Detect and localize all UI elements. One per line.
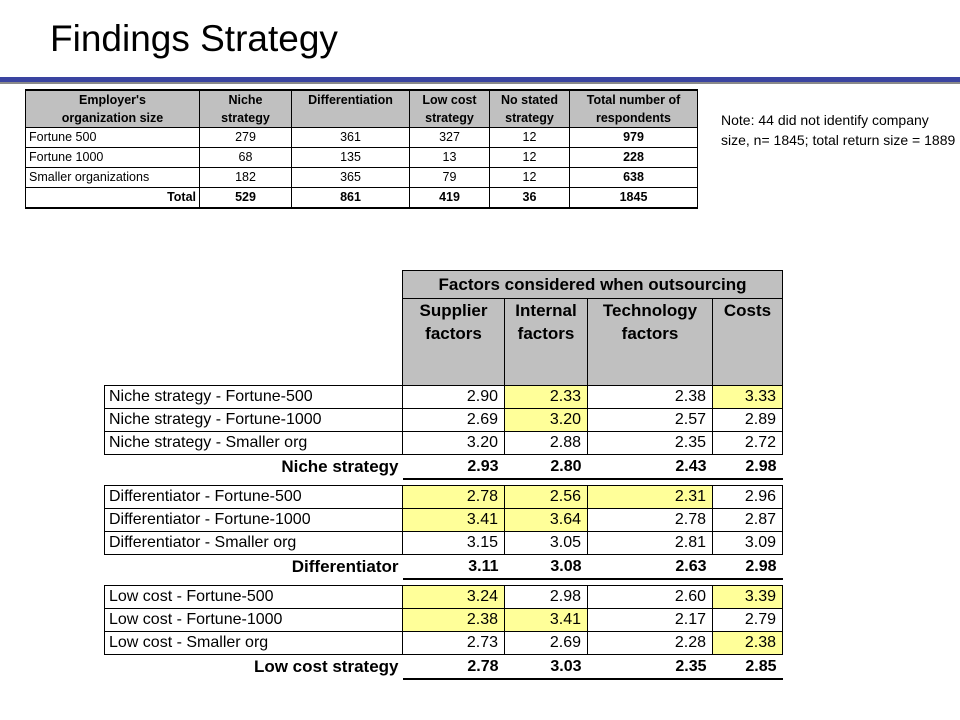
cell: 12 [490, 168, 570, 188]
col-header-costs-2 [713, 322, 783, 345]
summary-cell: 3.08 [505, 555, 588, 580]
cell: 3.20 [505, 409, 588, 432]
col-header-total: Total number of [570, 90, 698, 109]
header-row [26, 109, 698, 128]
cell: 2.60 [588, 586, 713, 609]
cell: 979 [570, 128, 698, 148]
col-header-niche: Niche [200, 90, 292, 109]
cell: 3.41 [505, 609, 588, 632]
col-header-total-2: respondents [570, 109, 698, 128]
summary-row [105, 655, 783, 680]
table-row [105, 632, 783, 655]
cell: 2.72 [713, 432, 783, 455]
summary-cell: 2.78 [403, 655, 505, 680]
cell: 12 [490, 148, 570, 168]
row-label: Differentiator - Fortune-1000 [105, 509, 403, 532]
cell: 79 [410, 168, 490, 188]
header-row [26, 90, 698, 109]
note-text: Note: 44 did not identify company size, n= 1845; total return size = 1889 [721, 112, 956, 148]
cell: 2.28 [588, 632, 713, 655]
row-label: Low cost - Smaller org [105, 632, 403, 655]
total-cell: 529 [200, 188, 292, 209]
cell: 2.38 [403, 609, 505, 632]
cell: 68 [200, 148, 292, 168]
table-row [26, 128, 698, 148]
total-row [26, 188, 698, 209]
summary-label: Niche strategy [281, 457, 399, 476]
summary-label: Low cost strategy [253, 657, 399, 676]
col-header-no-stated-2: strategy [490, 109, 570, 128]
cell: 3.41 [403, 509, 505, 532]
cell: 13 [410, 148, 490, 168]
table-row [105, 532, 783, 555]
cell: 2.88 [505, 432, 588, 455]
summary-cell: 2.63 [588, 555, 713, 580]
cell: 2.17 [588, 609, 713, 632]
row-label: Fortune 500 [26, 128, 200, 148]
col-header-internal: Internal [505, 299, 588, 323]
cell: 3.05 [505, 532, 588, 555]
cell: 12 [490, 128, 570, 148]
col-header-internal-2: factors [505, 322, 588, 345]
cell: 2.33 [505, 386, 588, 409]
table-row [26, 148, 698, 168]
cell: 2.81 [588, 532, 713, 555]
col-header-supplier: Supplier [403, 299, 505, 323]
cell: 2.73 [403, 632, 505, 655]
table-row [105, 386, 783, 409]
column-header-row [105, 299, 783, 323]
title-rule-shadow [0, 82, 960, 84]
cell: 2.96 [713, 486, 783, 509]
col-header-costs: Costs [713, 299, 783, 323]
strategy-table [25, 89, 698, 209]
factors-table [104, 270, 783, 680]
cell: 2.78 [588, 509, 713, 532]
cell: 2.69 [403, 409, 505, 432]
cell: 279 [200, 128, 292, 148]
table-row [105, 409, 783, 432]
cell: 638 [570, 168, 698, 188]
summary-row [105, 455, 783, 480]
table-row [26, 168, 698, 188]
summary-row [105, 555, 783, 580]
cell: 2.87 [713, 509, 783, 532]
table-row [105, 509, 783, 532]
cell: 2.38 [713, 632, 783, 655]
col-header-org-size: Employer's [26, 90, 200, 109]
table-row [105, 586, 783, 609]
summary-label: Differentiator [291, 557, 399, 576]
total-cell: 419 [410, 188, 490, 209]
col-header-niche-2: strategy [200, 109, 292, 128]
cell: 2.56 [505, 486, 588, 509]
row-label: Low cost - Fortune-1000 [105, 609, 403, 632]
col-header-low-cost-2: strategy [410, 109, 490, 128]
cell: 2.90 [403, 386, 505, 409]
factors-group-header: Factors considered when outsourcing [403, 271, 783, 299]
cell: 3.39 [713, 586, 783, 609]
summary-cell: 2.43 [588, 455, 713, 480]
row-label: Low cost - Fortune-500 [105, 586, 403, 609]
cell: 2.57 [588, 409, 713, 432]
table-row [105, 486, 783, 509]
cell: 182 [200, 168, 292, 188]
cell: 3.24 [403, 586, 505, 609]
col-header-low-cost: Low cost [410, 90, 490, 109]
summary-cell: 2.98 [713, 555, 783, 580]
row-label: Niche strategy - Smaller org [105, 432, 403, 455]
column-header-row [105, 322, 783, 345]
cell: 2.98 [505, 586, 588, 609]
total-cell: 1845 [570, 188, 698, 209]
table-row [105, 432, 783, 455]
summary-cell: 3.03 [505, 655, 588, 680]
column-header-spacer [105, 345, 783, 386]
summary-cell: 2.35 [588, 655, 713, 680]
cell: 3.33 [713, 386, 783, 409]
col-header-technology: Technology [588, 299, 713, 323]
col-header-differentiation-2 [292, 109, 410, 128]
col-header-technology-2: factors [588, 322, 713, 345]
cell: 2.31 [588, 486, 713, 509]
col-header-org-size-2: organization size [26, 109, 200, 128]
summary-cell: 3.11 [403, 555, 505, 580]
cell: 3.20 [403, 432, 505, 455]
cell: 2.79 [713, 609, 783, 632]
total-cell: 36 [490, 188, 570, 209]
row-label: Differentiator - Fortune-500 [105, 486, 403, 509]
cell: 3.09 [713, 532, 783, 555]
page-title: Findings Strategy [50, 18, 338, 59]
summary-cell: 2.93 [403, 455, 505, 480]
cell: 2.35 [588, 432, 713, 455]
total-label: Total [26, 188, 200, 209]
col-header-supplier-2: factors [403, 322, 505, 345]
row-label: Niche strategy - Fortune-1000 [105, 409, 403, 432]
summary-cell: 2.98 [713, 455, 783, 480]
cell: 2.69 [505, 632, 588, 655]
cell: 228 [570, 148, 698, 168]
table-row [105, 609, 783, 632]
col-header-no-stated: No stated [490, 90, 570, 109]
summary-cell: 2.85 [713, 655, 783, 680]
total-cell: 861 [292, 188, 410, 209]
cell: 3.15 [403, 532, 505, 555]
cell: 365 [292, 168, 410, 188]
cell: 2.89 [713, 409, 783, 432]
col-header-differentiation: Differentiation [292, 90, 410, 109]
cell: 361 [292, 128, 410, 148]
cell: 2.78 [403, 486, 505, 509]
cell: 2.38 [588, 386, 713, 409]
cell: 327 [410, 128, 490, 148]
row-label: Differentiator - Smaller org [105, 532, 403, 555]
group-header-row [105, 271, 783, 299]
cell: 3.64 [505, 509, 588, 532]
summary-cell: 2.80 [505, 455, 588, 480]
row-label: Fortune 1000 [26, 148, 200, 168]
row-label: Smaller organizations [26, 168, 200, 188]
cell: 135 [292, 148, 410, 168]
row-label: Niche strategy - Fortune-500 [105, 386, 403, 409]
